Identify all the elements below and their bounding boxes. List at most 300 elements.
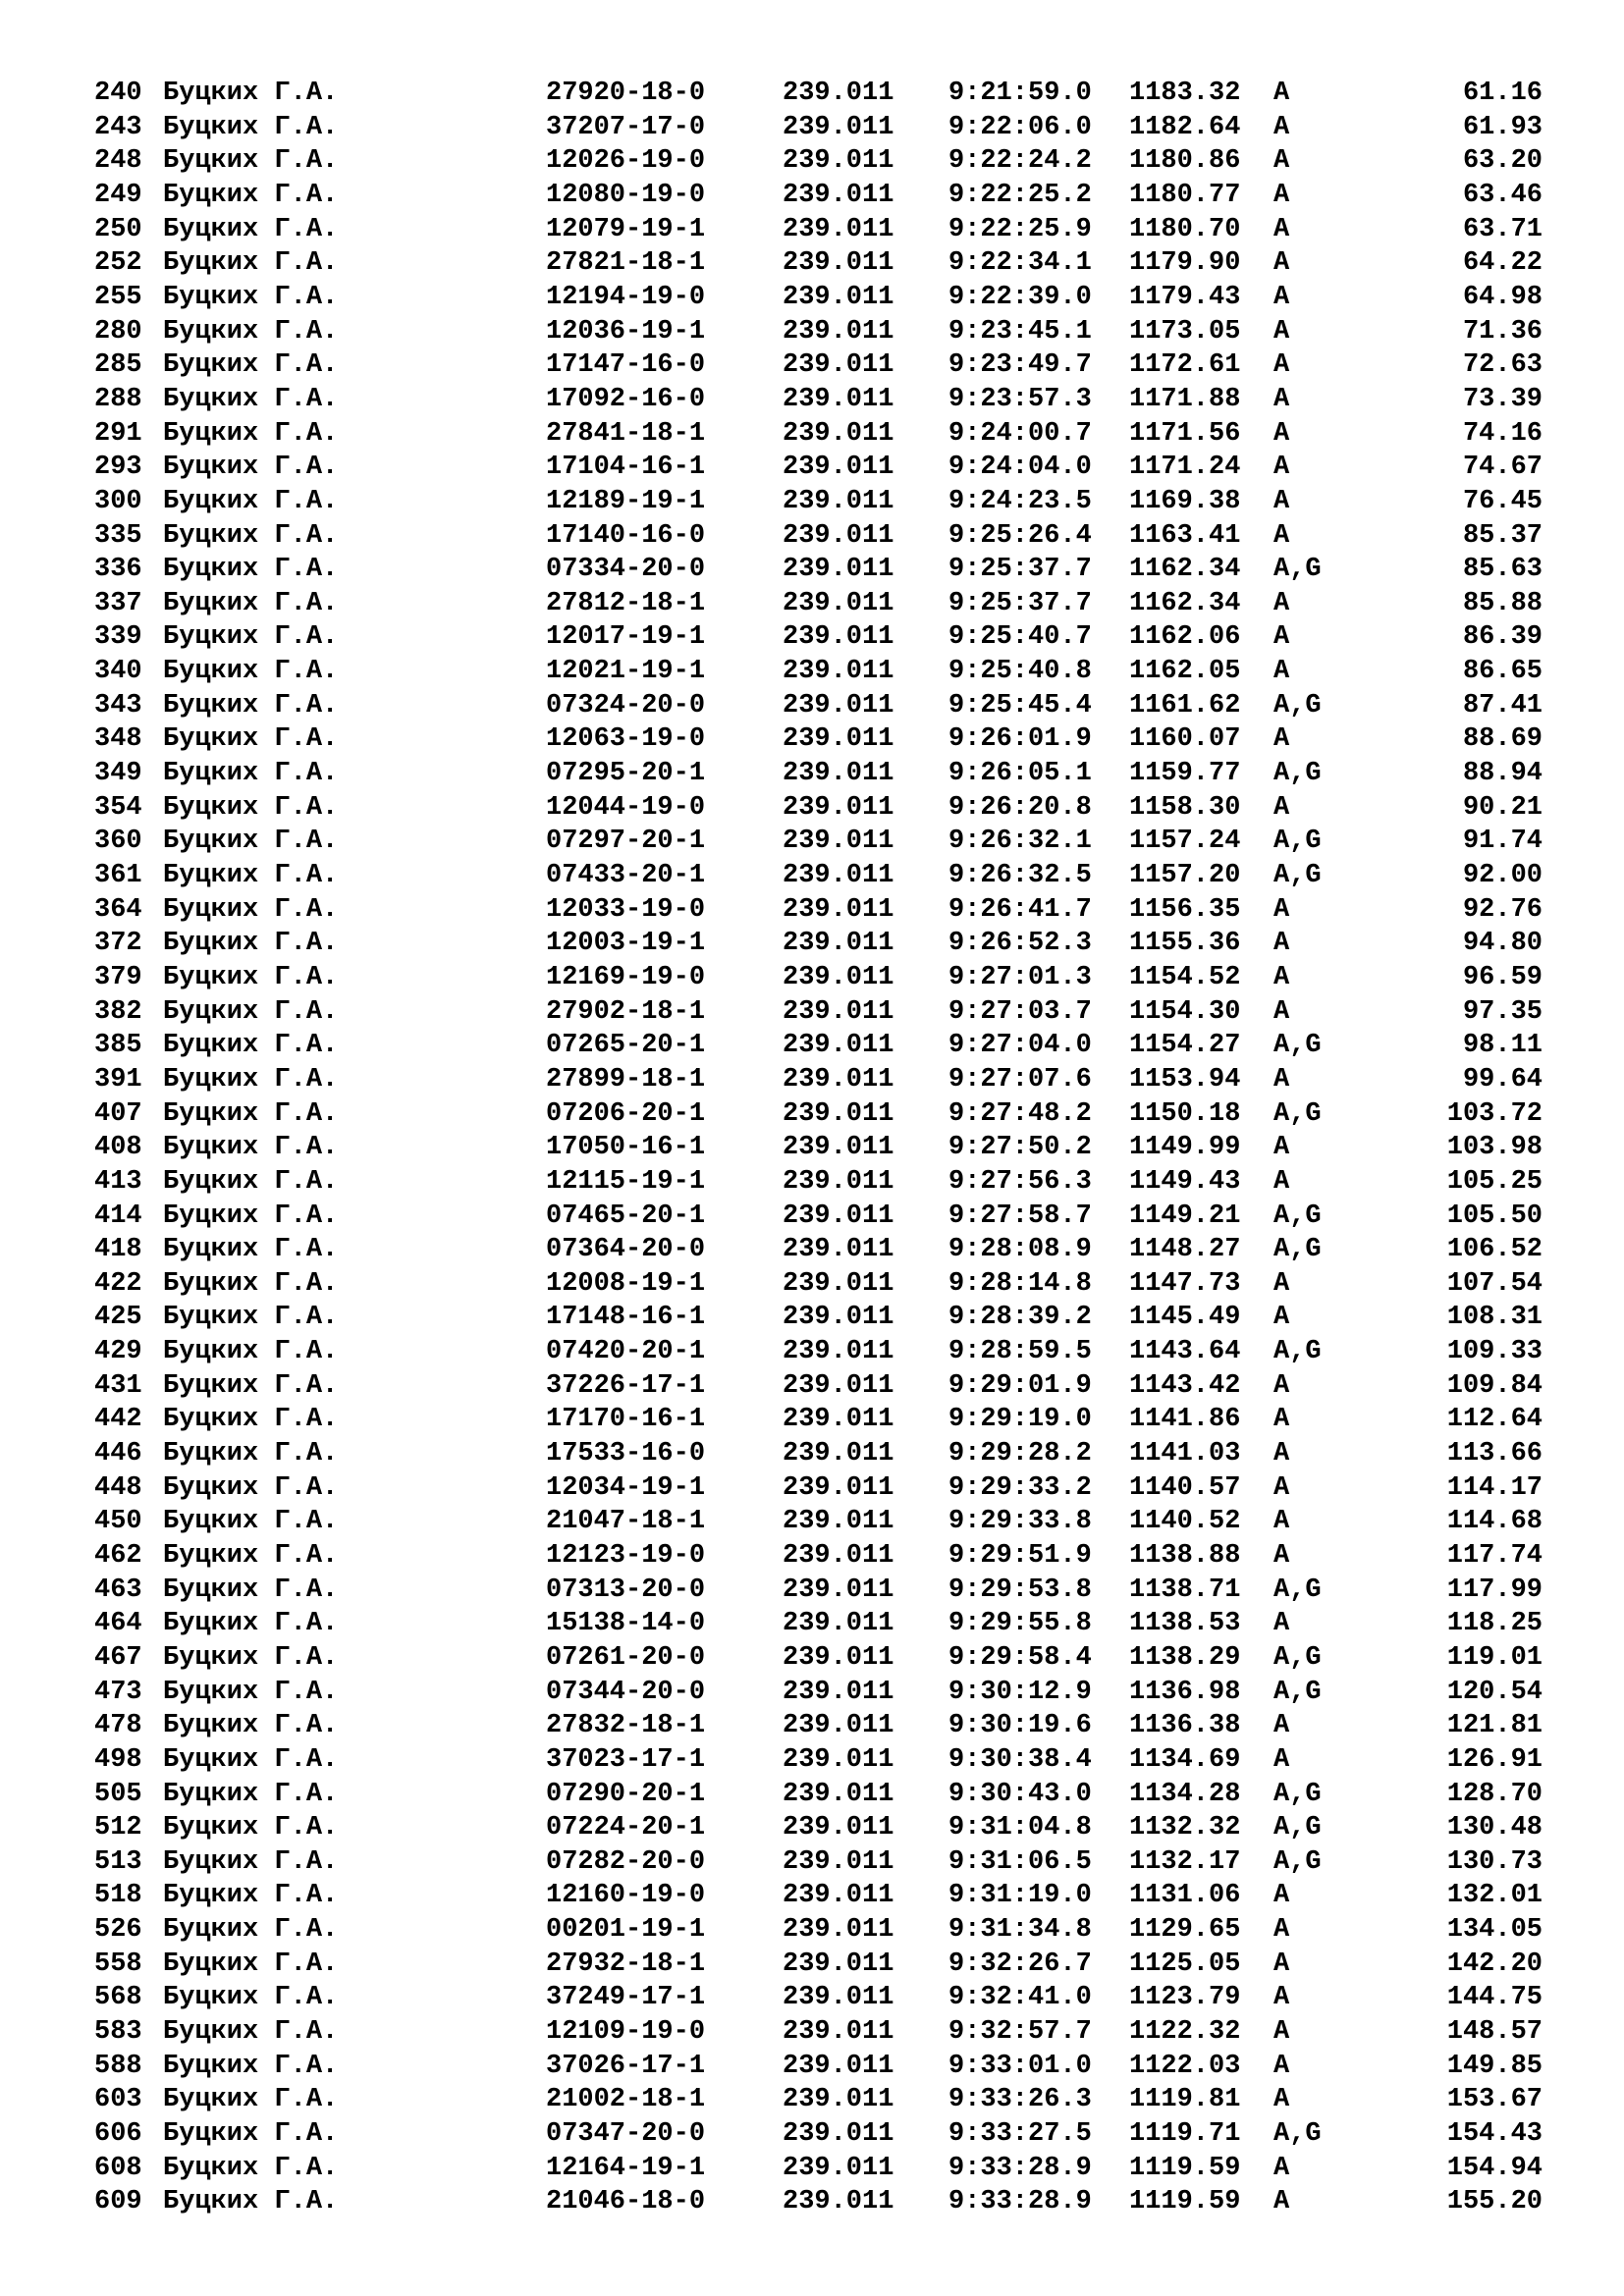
flag-cell: A,G	[1273, 1642, 1322, 1673]
fancier-name-cell: Буцких Г.А.	[163, 350, 339, 381]
arrival-time-cell: 9:30:43.0	[948, 1779, 1092, 1809]
place-cell: 340	[94, 657, 142, 686]
table-row	[0, 757, 1624, 790]
coefficient-cell: 76.45	[1462, 486, 1543, 516]
coefficient-cell: 88.94	[1462, 759, 1543, 788]
speed-cell: 1163.41	[1129, 520, 1241, 551]
arrival-time-cell: 9:23:49.7	[948, 350, 1092, 381]
coefficient-cell: 63.46	[1462, 180, 1543, 210]
fancier-name-cell: Буцких Г.А.	[163, 1098, 339, 1129]
speed-cell: 1155.36	[1129, 929, 1241, 959]
ring-number-cell: 07206-20-1	[546, 1098, 706, 1129]
coefficient-cell: 61.93	[1462, 112, 1543, 142]
arrival-time-cell: 9:32:26.7	[948, 1949, 1092, 1979]
table-row	[0, 1165, 1624, 1199]
ring-number-cell: 12169-19-0	[546, 962, 706, 992]
fancier-name-cell: Буцких Г.А.	[163, 214, 339, 244]
flag-cell: A	[1273, 792, 1290, 823]
flag-cell: A	[1273, 1472, 1290, 1503]
arrival-time-cell: 9:29:19.0	[948, 1405, 1092, 1435]
place-cell: 407	[94, 1098, 142, 1129]
flag-cell: A,G	[1273, 759, 1322, 788]
coefficient-cell: 130.73	[1446, 1846, 1543, 1877]
table-row	[0, 893, 1624, 927]
arrival-time-cell: 9:31:06.5	[948, 1846, 1092, 1877]
distance-cell: 239.011	[783, 350, 894, 381]
coefficient-cell: 108.31	[1446, 1303, 1543, 1333]
flag-cell: A,G	[1273, 1031, 1322, 1061]
table-row	[0, 2117, 1624, 2151]
speed-cell: 1131.06	[1129, 1881, 1241, 1911]
fancier-name-cell: Буцких Г.А.	[163, 1507, 339, 1537]
arrival-time-cell: 9:22:06.0	[948, 112, 1092, 142]
distance-cell: 239.011	[783, 418, 894, 449]
coefficient-cell: 113.66	[1446, 1439, 1543, 1468]
fancier-name-cell: Буцких Г.А.	[163, 1677, 339, 1707]
fancier-name-cell: Буцких Г.А.	[163, 1337, 339, 1366]
fancier-name-cell: Буцких Г.А.	[163, 282, 339, 312]
flag-cell: A	[1273, 453, 1290, 483]
fancier-name-cell: Буцких Г.А.	[163, 180, 339, 210]
place-cell: 291	[94, 418, 142, 449]
place-cell: 285	[94, 350, 142, 381]
table-row	[0, 281, 1624, 314]
coefficient-cell: 96.59	[1462, 962, 1543, 992]
flag-cell: A	[1273, 622, 1290, 653]
place-cell: 603	[94, 2085, 142, 2115]
flag-cell: A	[1273, 1268, 1290, 1299]
coefficient-cell: 126.91	[1446, 1744, 1543, 1775]
flag-cell: A,G	[1273, 1098, 1322, 1129]
table-row	[0, 1676, 1624, 1709]
fancier-name-cell: Буцких Г.А.	[163, 1575, 339, 1605]
speed-cell: 1145.49	[1129, 1303, 1241, 1333]
distance-cell: 239.011	[783, 2187, 894, 2217]
place-cell: 609	[94, 2187, 142, 2217]
ring-number-cell: 12033-19-0	[546, 894, 706, 925]
place-cell: 349	[94, 759, 142, 788]
flag-cell: A	[1273, 724, 1290, 755]
ring-number-cell: 07261-20-0	[546, 1642, 706, 1673]
ring-number-cell: 27821-18-1	[546, 248, 706, 279]
distance-cell: 239.011	[783, 453, 894, 483]
arrival-time-cell: 9:33:28.9	[948, 2153, 1092, 2183]
flag-cell: A,G	[1273, 1235, 1322, 1265]
table-row	[0, 859, 1624, 892]
flag-cell: A	[1273, 657, 1290, 686]
coefficient-cell: 98.11	[1462, 1031, 1543, 1061]
coefficient-cell: 64.22	[1462, 248, 1543, 279]
speed-cell: 1136.98	[1129, 1677, 1241, 1707]
distance-cell: 239.011	[783, 1915, 894, 1946]
ring-number-cell: 17170-16-1	[546, 1405, 706, 1435]
speed-cell: 1125.05	[1129, 1949, 1241, 1979]
place-cell: 361	[94, 860, 142, 890]
fancier-name-cell: Буцких Г.А.	[163, 1881, 339, 1911]
coefficient-cell: 88.69	[1462, 724, 1543, 755]
distance-cell: 239.011	[783, 1642, 894, 1673]
ring-number-cell: 12044-19-0	[546, 792, 706, 823]
speed-cell: 1162.34	[1129, 588, 1241, 618]
fancier-name-cell: Буцких Г.А.	[163, 1303, 339, 1333]
distance-cell: 239.011	[783, 1609, 894, 1639]
coefficient-cell: 106.52	[1446, 1235, 1543, 1265]
coefficient-cell: 118.25	[1446, 1609, 1543, 1639]
coefficient-cell: 72.63	[1462, 350, 1543, 381]
speed-cell: 1149.43	[1129, 1166, 1241, 1197]
arrival-time-cell: 9:21:59.0	[948, 79, 1092, 108]
place-cell: 498	[94, 1744, 142, 1775]
table-row	[0, 620, 1624, 654]
arrival-time-cell: 9:22:39.0	[948, 282, 1092, 312]
speed-cell: 1148.27	[1129, 1235, 1241, 1265]
distance-cell: 239.011	[783, 1813, 894, 1843]
ring-number-cell: 07347-20-0	[546, 2119, 706, 2149]
ring-number-cell: 12026-19-0	[546, 146, 706, 177]
table-row	[0, 1574, 1624, 1607]
flag-cell: A	[1273, 2017, 1290, 2048]
distance-cell: 239.011	[783, 792, 894, 823]
distance-cell: 239.011	[783, 1575, 894, 1605]
arrival-time-cell: 9:29:01.9	[948, 1370, 1092, 1401]
place-cell: 408	[94, 1133, 142, 1163]
distance-cell: 239.011	[783, 759, 894, 788]
speed-cell: 1134.69	[1129, 1744, 1241, 1775]
distance-cell: 239.011	[783, 1439, 894, 1468]
ring-number-cell: 17147-16-0	[546, 350, 706, 381]
ring-number-cell: 07420-20-1	[546, 1337, 706, 1366]
ring-number-cell: 37249-17-1	[546, 1983, 706, 2013]
place-cell: 467	[94, 1642, 142, 1673]
table-row	[0, 553, 1624, 586]
place-cell: 478	[94, 1711, 142, 1741]
fancier-name-cell: Буцких Г.А.	[163, 1405, 339, 1435]
flag-cell: A	[1273, 1609, 1290, 1639]
ring-number-cell: 07344-20-0	[546, 1677, 706, 1707]
arrival-time-cell: 9:29:33.8	[948, 1507, 1092, 1537]
ring-number-cell: 27899-18-1	[546, 1064, 706, 1095]
fancier-name-cell: Буцких Г.А.	[163, 1846, 339, 1877]
fancier-name-cell: Буцких Г.А.	[163, 1031, 339, 1061]
table-row	[0, 791, 1624, 825]
distance-cell: 239.011	[783, 1133, 894, 1163]
arrival-time-cell: 9:28:59.5	[948, 1337, 1092, 1366]
speed-cell: 1169.38	[1129, 486, 1241, 516]
table-row	[0, 2015, 1624, 2049]
arrival-time-cell: 9:30:19.6	[948, 1711, 1092, 1741]
place-cell: 300	[94, 486, 142, 516]
speed-cell: 1119.59	[1129, 2153, 1241, 2183]
distance-cell: 239.011	[783, 112, 894, 142]
fancier-name-cell: Буцких Г.А.	[163, 724, 339, 755]
flag-cell: A	[1273, 996, 1290, 1027]
place-cell: 414	[94, 1201, 142, 1231]
arrival-time-cell: 9:30:12.9	[948, 1677, 1092, 1707]
arrival-time-cell: 9:33:27.5	[948, 2119, 1092, 2149]
place-cell: 354	[94, 792, 142, 823]
speed-cell: 1183.32	[1129, 79, 1241, 108]
fancier-name-cell: Буцких Г.А.	[163, 146, 339, 177]
flag-cell: A	[1273, 1541, 1290, 1571]
place-cell: 429	[94, 1337, 142, 1366]
coefficient-cell: 119.01	[1446, 1642, 1543, 1673]
coefficient-cell: 63.20	[1462, 146, 1543, 177]
fancier-name-cell: Буцких Г.А.	[163, 1439, 339, 1468]
ring-number-cell: 27920-18-0	[546, 79, 706, 108]
fancier-name-cell: Буцких Г.А.	[163, 1744, 339, 1775]
speed-cell: 1173.05	[1129, 316, 1241, 347]
place-cell: 382	[94, 996, 142, 1027]
ring-number-cell: 17148-16-1	[546, 1303, 706, 1333]
distance-cell: 239.011	[783, 2085, 894, 2115]
distance-cell: 239.011	[783, 657, 894, 686]
ring-number-cell: 00201-19-1	[546, 1915, 706, 1946]
fancier-name-cell: Буцких Г.А.	[163, 1235, 339, 1265]
coefficient-cell: 99.64	[1462, 1064, 1543, 1095]
fancier-name-cell: Буцких Г.А.	[163, 1268, 339, 1299]
arrival-time-cell: 9:33:28.9	[948, 2187, 1092, 2217]
ring-number-cell: 21002-18-1	[546, 2085, 706, 2115]
distance-cell: 239.011	[783, 520, 894, 551]
coefficient-cell: 128.70	[1446, 1779, 1543, 1809]
arrival-time-cell: 9:22:24.2	[948, 146, 1092, 177]
fancier-name-cell: Буцких Г.А.	[163, 384, 339, 414]
coefficient-cell: 117.99	[1446, 1575, 1543, 1605]
arrival-time-cell: 9:27:58.7	[948, 1201, 1092, 1231]
speed-cell: 1138.29	[1129, 1642, 1241, 1673]
distance-cell: 239.011	[783, 2119, 894, 2149]
arrival-time-cell: 9:26:20.8	[948, 792, 1092, 823]
fancier-name-cell: Буцких Г.А.	[163, 453, 339, 483]
coefficient-cell: 103.72	[1446, 1098, 1543, 1129]
speed-cell: 1132.32	[1129, 1813, 1241, 1843]
coefficient-cell: 109.33	[1446, 1337, 1543, 1366]
flag-cell: A	[1273, 180, 1290, 210]
place-cell: 413	[94, 1166, 142, 1197]
distance-cell: 239.011	[783, 894, 894, 925]
flag-cell: A	[1273, 1064, 1290, 1095]
speed-cell: 1154.30	[1129, 996, 1241, 1027]
ring-number-cell: 12080-19-0	[546, 180, 706, 210]
table-row	[0, 1267, 1624, 1301]
distance-cell: 239.011	[783, 1779, 894, 1809]
distance-cell: 239.011	[783, 1064, 894, 1095]
fancier-name-cell: Буцких Г.А.	[163, 1541, 339, 1571]
ring-number-cell: 12008-19-1	[546, 1268, 706, 1299]
distance-cell: 239.011	[783, 860, 894, 890]
place-cell: 348	[94, 724, 142, 755]
arrival-time-cell: 9:24:00.7	[948, 418, 1092, 449]
speed-cell: 1119.59	[1129, 2187, 1241, 2217]
coefficient-cell: 130.48	[1446, 1813, 1543, 1843]
place-cell: 473	[94, 1677, 142, 1707]
place-cell: 385	[94, 1031, 142, 1061]
arrival-time-cell: 9:26:41.7	[948, 894, 1092, 925]
place-cell: 343	[94, 690, 142, 721]
distance-cell: 239.011	[783, 1337, 894, 1366]
ring-number-cell: 07433-20-1	[546, 860, 706, 890]
ring-number-cell: 17050-16-1	[546, 1133, 706, 1163]
ring-number-cell: 07313-20-0	[546, 1575, 706, 1605]
ring-number-cell: 07290-20-1	[546, 1779, 706, 1809]
table-row	[0, 2152, 1624, 2185]
arrival-time-cell: 9:32:57.7	[948, 2017, 1092, 2048]
fancier-name-cell: Буцких Г.А.	[163, 962, 339, 992]
table-row	[0, 1778, 1624, 1811]
arrival-time-cell: 9:25:45.4	[948, 690, 1092, 721]
ring-number-cell: 37226-17-1	[546, 1370, 706, 1401]
speed-cell: 1147.73	[1129, 1268, 1241, 1299]
distance-cell: 239.011	[783, 1201, 894, 1231]
distance-cell: 239.011	[783, 1031, 894, 1061]
fancier-name-cell: Буцких Г.А.	[163, 2119, 339, 2149]
flag-cell: A	[1273, 962, 1290, 992]
speed-cell: 1171.88	[1129, 384, 1241, 414]
ring-number-cell: 12021-19-1	[546, 657, 706, 686]
place-cell: 293	[94, 453, 142, 483]
place-cell: 568	[94, 1983, 142, 2013]
table-row	[0, 1200, 1624, 1233]
speed-cell: 1172.61	[1129, 350, 1241, 381]
ring-number-cell: 17140-16-0	[546, 520, 706, 551]
coefficient-cell: 64.98	[1462, 282, 1543, 312]
place-cell: 450	[94, 1507, 142, 1537]
table-row	[0, 1641, 1624, 1675]
ring-number-cell: 17104-16-1	[546, 453, 706, 483]
coefficient-cell: 112.64	[1446, 1405, 1543, 1435]
fancier-name-cell: Буцких Г.А.	[163, 2153, 339, 2183]
fancier-name-cell: Буцких Г.А.	[163, 1064, 339, 1095]
table-row	[0, 485, 1624, 518]
arrival-time-cell: 9:27:50.2	[948, 1133, 1092, 1163]
table-row	[0, 927, 1624, 960]
flag-cell: A	[1273, 520, 1290, 551]
fancier-name-cell: Буцких Г.А.	[163, 690, 339, 721]
speed-cell: 1149.21	[1129, 1201, 1241, 1231]
flag-cell: A	[1273, 2153, 1290, 2183]
coefficient-cell: 153.67	[1446, 2085, 1543, 2115]
fancier-name-cell: Буцких Г.А.	[163, 418, 339, 449]
fancier-name-cell: Буцких Г.А.	[163, 1370, 339, 1401]
coefficient-cell: 92.00	[1462, 860, 1543, 890]
arrival-time-cell: 9:29:33.2	[948, 1472, 1092, 1503]
speed-cell: 1179.90	[1129, 248, 1241, 279]
place-cell: 280	[94, 316, 142, 347]
fancier-name-cell: Буцких Г.А.	[163, 555, 339, 585]
fancier-name-cell: Буцких Г.А.	[163, 1609, 339, 1639]
coefficient-cell: 74.16	[1462, 418, 1543, 449]
speed-cell: 1122.03	[1129, 2051, 1241, 2081]
fancier-name-cell: Буцких Г.А.	[163, 827, 339, 857]
flag-cell: A,G	[1273, 1846, 1322, 1877]
table-row	[0, 2185, 1624, 2218]
place-cell: 422	[94, 1268, 142, 1299]
speed-cell: 1171.24	[1129, 453, 1241, 483]
speed-cell: 1136.38	[1129, 1711, 1241, 1741]
arrival-time-cell: 9:24:04.0	[948, 453, 1092, 483]
fancier-name-cell: Буцких Г.А.	[163, 622, 339, 653]
speed-cell: 1119.81	[1129, 2085, 1241, 2115]
distance-cell: 239.011	[783, 1370, 894, 1401]
table-row	[0, 1301, 1624, 1334]
place-cell: 606	[94, 2119, 142, 2149]
distance-cell: 239.011	[783, 316, 894, 347]
speed-cell: 1182.64	[1129, 112, 1241, 142]
ring-number-cell: 07282-20-0	[546, 1846, 706, 1877]
place-cell: 431	[94, 1370, 142, 1401]
ring-number-cell: 37023-17-1	[546, 1744, 706, 1775]
ring-number-cell: 12036-19-1	[546, 316, 706, 347]
ring-number-cell: 07324-20-0	[546, 690, 706, 721]
coefficient-cell: 85.88	[1462, 588, 1543, 618]
flag-cell: A	[1273, 1133, 1290, 1163]
table-row	[0, 348, 1624, 382]
table-row	[0, 1233, 1624, 1266]
fancier-name-cell: Буцких Г.А.	[163, 112, 339, 142]
place-cell: 588	[94, 2051, 142, 2081]
table-row	[0, 1981, 1624, 2014]
arrival-time-cell: 9:31:04.8	[948, 1813, 1092, 1843]
distance-cell: 239.011	[783, 282, 894, 312]
flag-cell: A	[1273, 1983, 1290, 2013]
coefficient-cell: 148.57	[1446, 2017, 1543, 2048]
speed-cell: 1140.57	[1129, 1472, 1241, 1503]
coefficient-cell: 91.74	[1462, 827, 1543, 857]
coefficient-cell: 86.39	[1462, 622, 1543, 653]
place-cell: 240	[94, 79, 142, 108]
ring-number-cell: 07265-20-1	[546, 1031, 706, 1061]
flag-cell: A,G	[1273, 1779, 1322, 1809]
arrival-time-cell: 9:26:52.3	[948, 929, 1092, 959]
distance-cell: 239.011	[783, 1098, 894, 1129]
place-cell: 425	[94, 1303, 142, 1333]
table-row	[0, 1471, 1624, 1505]
table-row	[0, 315, 1624, 348]
arrival-time-cell: 9:23:45.1	[948, 316, 1092, 347]
table-row	[0, 1607, 1624, 1640]
place-cell: 608	[94, 2153, 142, 2183]
place-cell: 462	[94, 1541, 142, 1571]
ring-number-cell: 12017-19-1	[546, 622, 706, 653]
distance-cell: 239.011	[783, 1983, 894, 2013]
ring-number-cell: 12123-19-0	[546, 1541, 706, 1571]
coefficient-cell: 107.54	[1446, 1268, 1543, 1299]
ring-number-cell: 15138-14-0	[546, 1609, 706, 1639]
coefficient-cell: 121.81	[1446, 1711, 1543, 1741]
ring-number-cell: 12164-19-1	[546, 2153, 706, 2183]
speed-cell: 1129.65	[1129, 1915, 1241, 1946]
ring-number-cell: 21046-18-0	[546, 2187, 706, 2217]
ring-number-cell: 21047-18-1	[546, 1507, 706, 1537]
table-row	[0, 1097, 1624, 1131]
coefficient-cell: 97.35	[1462, 996, 1543, 1027]
coefficient-cell: 114.17	[1446, 1472, 1543, 1503]
speed-cell: 1162.05	[1129, 657, 1241, 686]
place-cell: 463	[94, 1575, 142, 1605]
distance-cell: 239.011	[783, 996, 894, 1027]
flag-cell: A	[1273, 1303, 1290, 1333]
speed-cell: 1122.32	[1129, 2017, 1241, 2048]
distance-cell: 239.011	[783, 724, 894, 755]
flag-cell: A	[1273, 2051, 1290, 2081]
place-cell: 526	[94, 1915, 142, 1946]
coefficient-cell: 90.21	[1462, 792, 1543, 823]
arrival-time-cell: 9:29:53.8	[948, 1575, 1092, 1605]
place-cell: 442	[94, 1405, 142, 1435]
distance-cell: 239.011	[783, 622, 894, 653]
flag-cell: A	[1273, 214, 1290, 244]
fancier-name-cell: Буцких Г.А.	[163, 792, 339, 823]
